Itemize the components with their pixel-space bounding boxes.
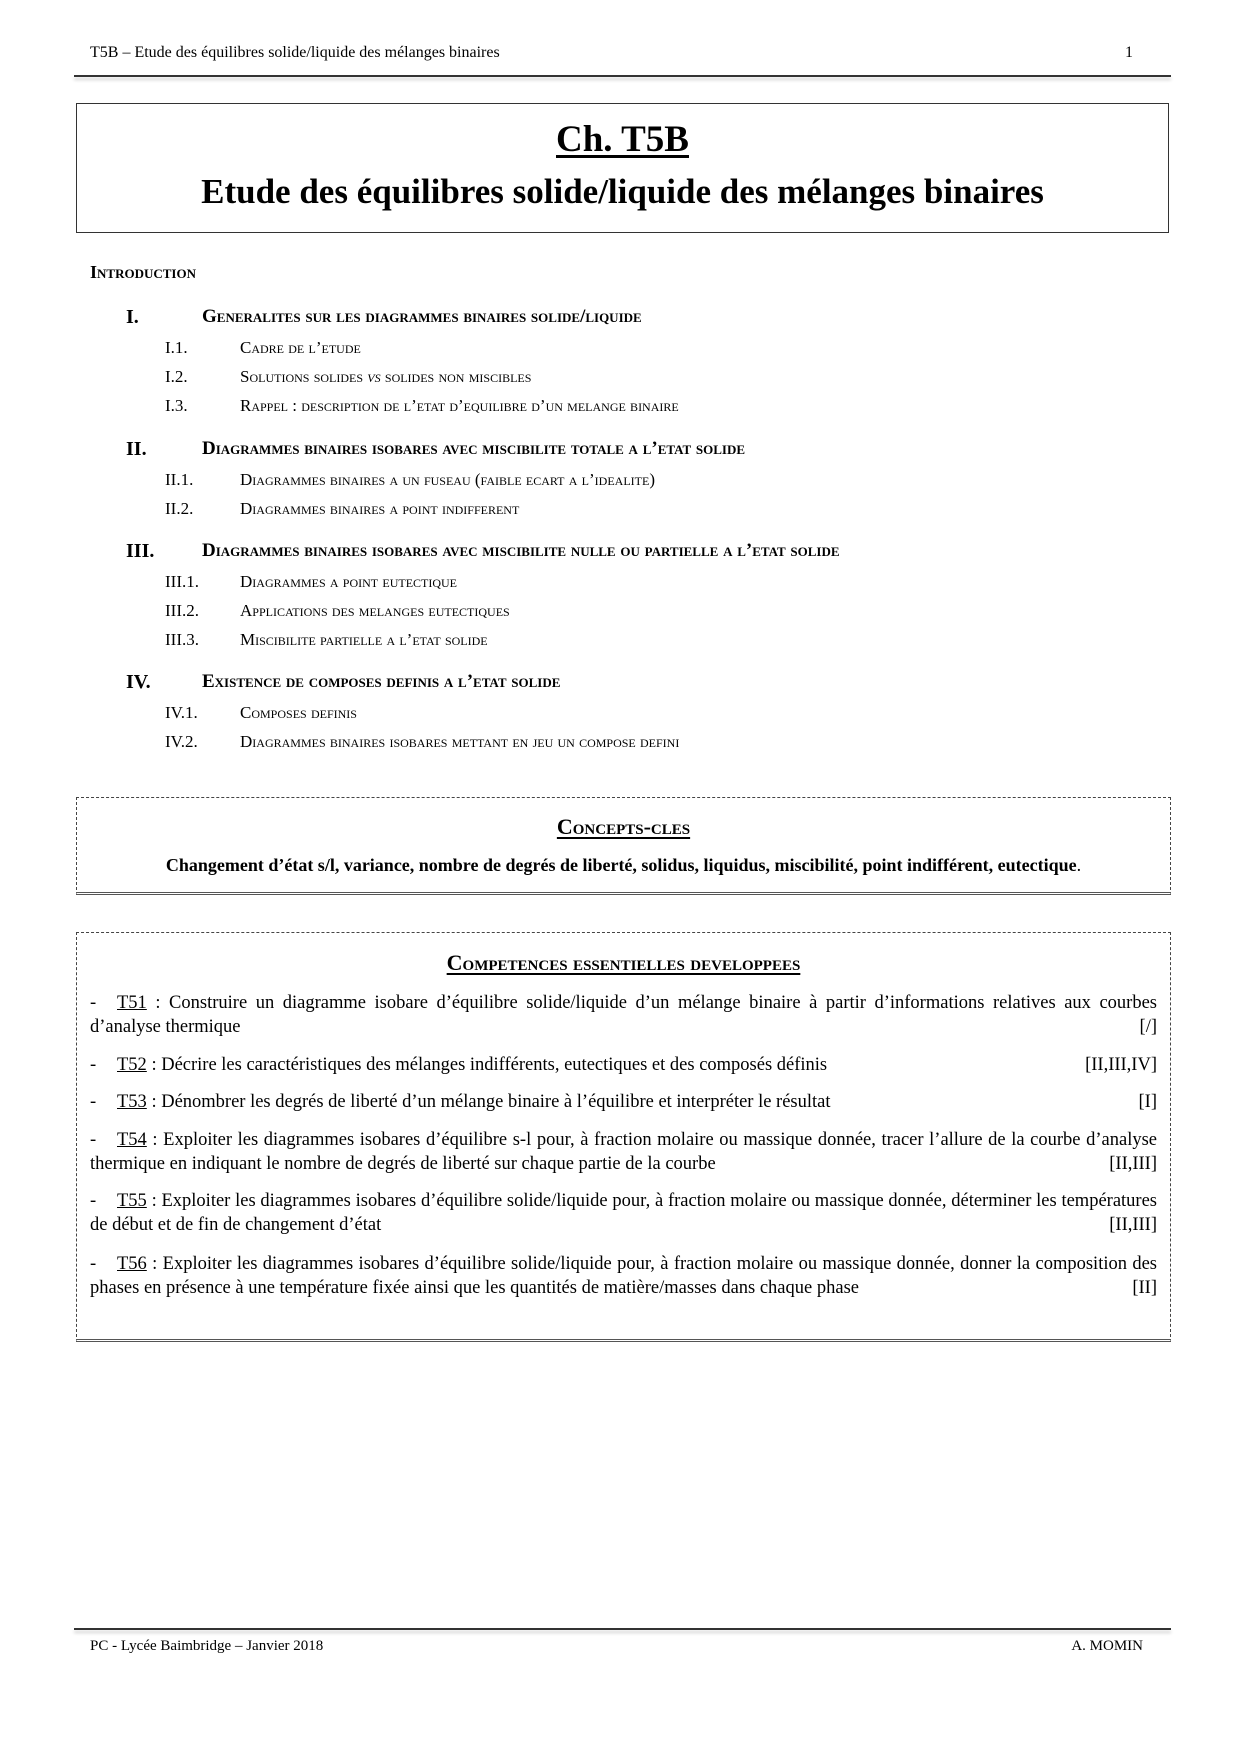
toc-item-num: I.1. (165, 338, 188, 357)
bullet: - (90, 1092, 97, 1112)
bullet: - (90, 1254, 97, 1274)
toc-item-title: Composes definis (240, 703, 357, 722)
toc-section-title: Generalites sur les diagrammes binaires solide/liquide (202, 306, 642, 327)
toc-section-title: Existence de composes definis a l’etat solide (202, 671, 561, 692)
competence-item (90, 1252, 1157, 1300)
toc-item-num: I.3. (165, 396, 188, 415)
toc-introduction: Introduction (90, 262, 196, 282)
toc-item-title: Diagrammes a point eutectique (240, 572, 458, 591)
toc-item-num: IV.1. (165, 703, 198, 722)
competence-item (90, 991, 1157, 1039)
concepts-title: Concepts-cles (556, 814, 691, 839)
toc-item-title: Applications des melanges eutectiques (240, 601, 510, 620)
concepts-text (89, 855, 1158, 876)
competence-text: : Exploiter les diagrammes isobares d’équilibre solide/liquide pour, à fraction molaire ou massique donnée, déterminer les températures de début et de fin de changement d’état (90, 1191, 1157, 1235)
toc-item-title-part: Solutions solides (240, 367, 368, 386)
concepts-box (76, 797, 1171, 895)
chapter-title: Ch. T5B (556, 119, 689, 160)
competence-code: T56 (117, 1254, 147, 1274)
competence-ref: [I] (1138, 1092, 1157, 1112)
competence-ref: [II,III,IV] (1085, 1055, 1157, 1075)
concepts-list: Changement d’état s/l, variance, nombre de degrés de liberté, solidus, liquidus, miscibilité, point indifférent, eutectique (165, 855, 1077, 875)
toc-section-num: III. (126, 540, 155, 562)
toc-item-num: II.2. (165, 499, 194, 518)
toc-section-title: Diagrammes binaires isobares avec miscibilite nulle ou partielle a l’etat solide (202, 540, 840, 561)
competence-ref: [II,III] (1109, 1154, 1157, 1174)
header-title: T5B – Etude des équilibres solide/liquide des mélanges binaires (90, 44, 500, 61)
header-rule (74, 75, 1171, 77)
footer-right: A. MOMIN (1071, 1638, 1143, 1654)
toc-item-title-em: vs (367, 367, 381, 386)
competence-text: : Décrire les caractéristiques des mélanges indifférents, eutectiques et des composés définis (146, 1055, 828, 1075)
toc-item-title: Diagrammes binaires isobares mettant en jeu un compose defini (240, 732, 680, 751)
bullet: - (90, 993, 97, 1013)
toc-item-title: Cadre de l’etude (240, 338, 361, 357)
page-number: 1 (1125, 44, 1133, 61)
competence-text: : Dénombrer les degrés de liberté d’un mélange binaire à l’équilibre et interpréter le résultat (146, 1092, 831, 1112)
toc-item-title-part: solides non miscibles (380, 367, 532, 386)
competences-box (76, 932, 1171, 1342)
toc-item-num: II.1. (165, 470, 194, 489)
chapter-subtitle: Etude des équilibres solide/liquide des mélanges binaires (201, 172, 1044, 211)
competence-item (90, 1189, 1157, 1237)
toc-item-title: Diagrammes binaires a un fuseau (faible ecart a l’idealite) (240, 470, 655, 489)
toc-item-num: I.2. (165, 367, 188, 386)
toc-section-num: I. (126, 306, 139, 328)
competence-code: T53 (117, 1092, 147, 1112)
competence-ref: [/] (1139, 1017, 1157, 1037)
competences-title: Competences essentielles developpees (446, 950, 801, 975)
toc-section-num: IV. (126, 671, 151, 693)
competence-code: T52 (117, 1055, 147, 1075)
competence-item (90, 1053, 1157, 1077)
toc-item-num: IV.2. (165, 732, 198, 751)
competence-code: T55 (117, 1191, 147, 1211)
bullet: - (90, 1055, 97, 1075)
toc-item-title: Miscibilite partielle a l’etat solide (240, 630, 488, 649)
toc-item-title (240, 367, 531, 387)
toc-item-num: III.1. (165, 572, 199, 591)
competence-item (90, 1128, 1157, 1176)
toc-item-num: III.2. (165, 601, 199, 620)
competence-item (90, 1090, 1157, 1114)
competence-ref: [II] (1132, 1278, 1157, 1298)
toc-section-num: II. (126, 438, 147, 460)
toc-item-title: Diagrammes binaires a point indifferent (240, 499, 520, 518)
toc-item-num: III.3. (165, 630, 199, 649)
title-box (76, 103, 1169, 233)
competence-text: : Exploiter les diagrammes isobares d’équilibre solide/liquide pour, à fraction molaire ou massique donnée, donner la composition des phases en présence à une température fixée ainsi que les quantités de matière/masses dans chaque phase (90, 1254, 1157, 1298)
competence-code: T54 (117, 1130, 147, 1150)
competence-ref: [II,III] (1109, 1215, 1157, 1235)
bullet: - (90, 1130, 97, 1150)
toc-section-title: Diagrammes binaires isobares avec miscibilite totale a l’etat solide (202, 438, 746, 459)
footer-left: PC - Lycée Baimbridge – Janvier 2018 (90, 1638, 324, 1654)
competence-text: : Exploiter les diagrammes isobares d’équilibre s-l pour, à fraction molaire ou massique donnée, tracer l’allure de la courbe d’analyse thermique en indiquant le nombre de degrés de liberté sur chaque partie de la courbe (90, 1130, 1157, 1174)
footer-rule (74, 1628, 1171, 1630)
toc-item-title: Rappel : description de l’etat d’equilibre d’un melange binaire (240, 396, 679, 415)
bullet: - (90, 1191, 97, 1211)
concepts-end: . (1076, 855, 1082, 875)
competence-text: : Construire un diagramme isobare d’équilibre solide/liquide d’un mélange binaire à partir d’informations relatives aux courbes d’analyse thermique (90, 993, 1157, 1037)
competence-code: T51 (117, 993, 147, 1013)
